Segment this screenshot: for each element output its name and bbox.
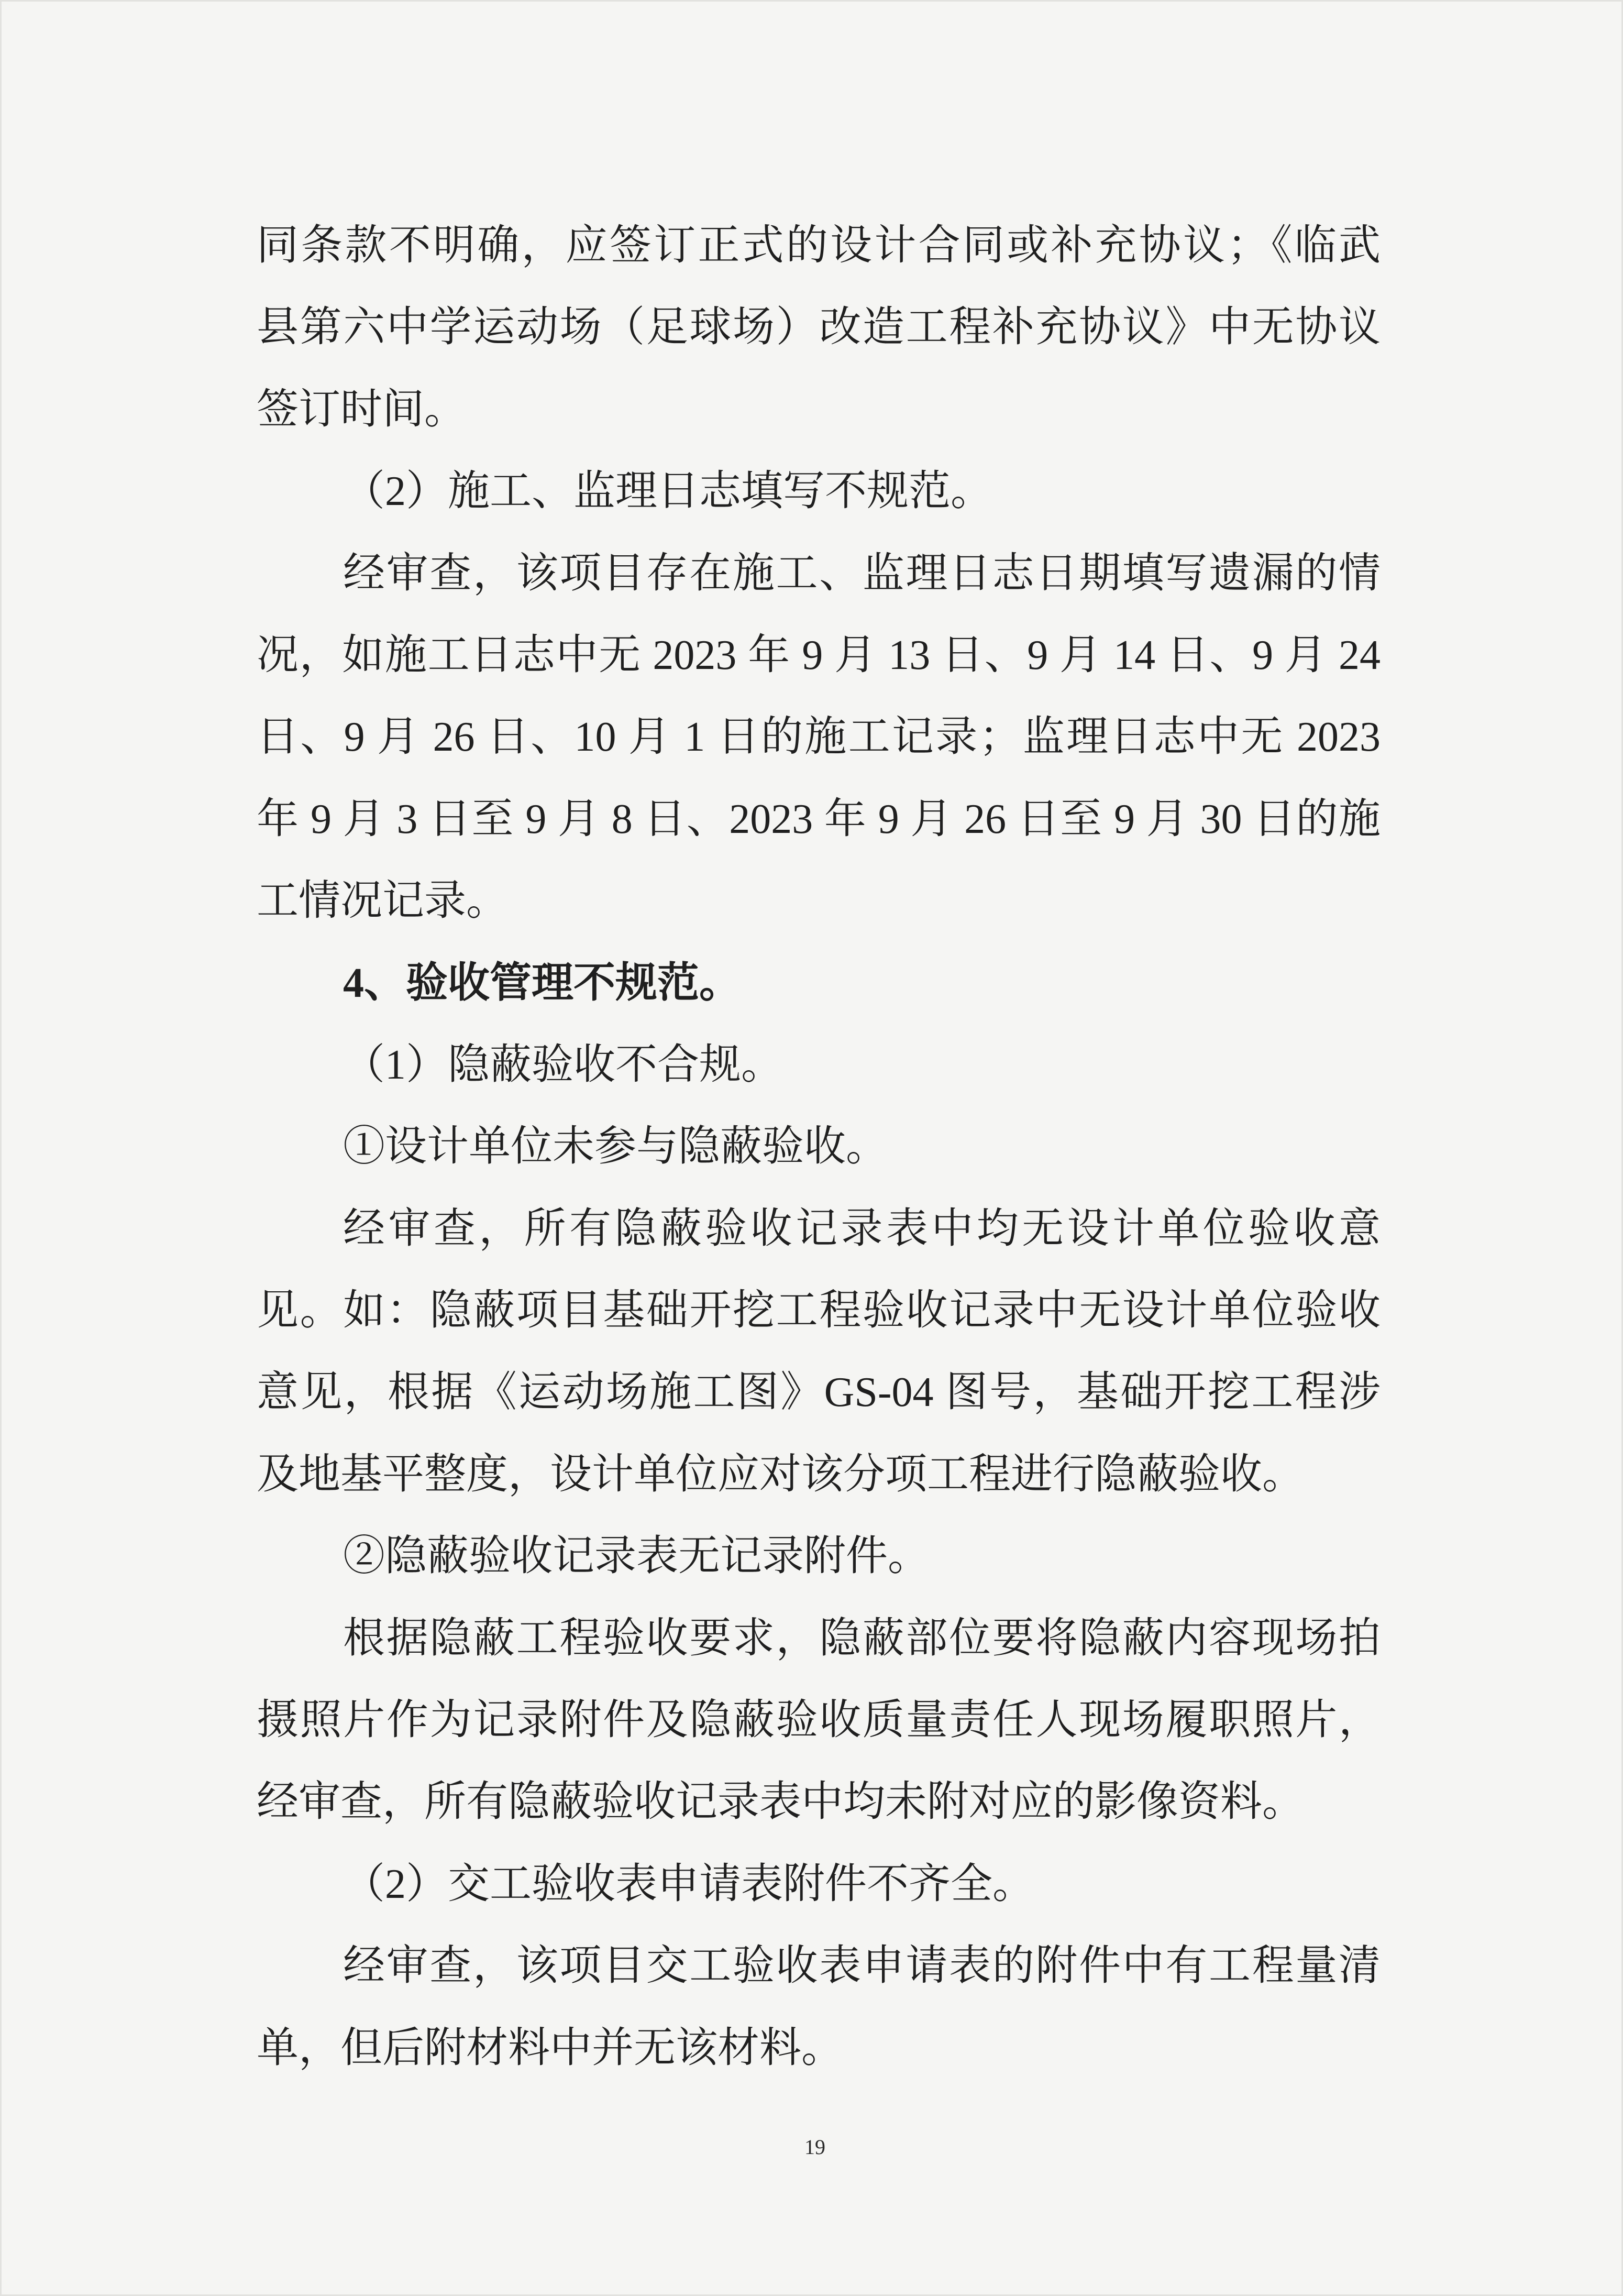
paragraph-log-dates-missing: [257, 533, 1381, 942]
text-line: 经审查，该项目存在施工、监理日志日期填写遗漏的情: [343, 550, 1381, 597]
text-line: 签订时间。: [257, 386, 466, 433]
subheading-logs-irregular: [257, 451, 1381, 532]
text-line: 根据隐蔽工程验收要求，隐蔽部位要将隐蔽内容现场拍: [343, 1615, 1381, 1662]
subheading-handover-attachments: [257, 1843, 1381, 1925]
page-body: [257, 205, 1381, 2089]
text-line: 及地基平整度，设计单位应对该分项工程进行隐蔽验收。: [257, 1451, 1304, 1498]
paragraph-contract-terms-continued: [257, 205, 1381, 451]
text-line: 意见，根据《运动场施工图》GS-04 图号，基础开挖工程涉: [257, 1369, 1381, 1416]
subheading-concealed-acceptance: [257, 1024, 1381, 1106]
text-line: 经审查，所有隐蔽验收记录表中均未附对应的影像资料。: [257, 1779, 1304, 1826]
text-line: 县第六中学运动场（足球场）改造工程补充协议》中无协议: [257, 304, 1381, 351]
text-line: （2）施工、监理日志填写不规范。: [343, 468, 992, 515]
text-line: 同条款不明确，应签订正式的设计合同或补充协议；《临武: [257, 223, 1381, 269]
text-line: 工情况记录。: [257, 878, 508, 925]
text-line: （2）交工验收表申请表附件不齐全。: [343, 1861, 1034, 1907]
text-line: ②隐蔽验收记录表无记录附件。: [343, 1533, 930, 1580]
paragraph-missing-quantity-list: [257, 1925, 1381, 2089]
page-number: 19: [804, 2135, 825, 2159]
text-line: 经审查，该项目交工验收表申请表的附件中有工程量清: [343, 1943, 1381, 1990]
text-line: 日、9 月 26 日、10 月 1 日的施工记录；监理日志中无 2023: [257, 714, 1381, 761]
item-no-attachments: [257, 1515, 1381, 1597]
text-line: （1）隐蔽验收不合规。: [343, 1041, 783, 1088]
section-heading-acceptance-management: [257, 942, 1381, 1024]
text-line: 年 9 月 3 日至 9 月 8 日、2023 年 9 月 26 日至 9 月 30 日的施: [257, 796, 1381, 842]
text-line: 经审查，所有隐蔽验收记录表中均无设计单位验收意: [343, 1205, 1381, 1252]
text-line: 单，但后附材料中并无该材料。: [257, 2025, 843, 2071]
text-line: 4、验收管理不规范。: [343, 960, 741, 1006]
paragraph-no-design-opinion: [257, 1188, 1381, 1516]
paragraph-missing-photos: [257, 1598, 1381, 1843]
item-design-unit-absent: [257, 1106, 1381, 1188]
text-line: 况，如施工日志中无 2023 年 9 月 13 日、9 月 14 日、9 月 24: [257, 632, 1381, 678]
text-line: ①设计单位未参与隐蔽验收。: [343, 1124, 888, 1170]
text-line: 摄照片作为记录附件及隐蔽验收质量责任人现场履职照片，: [257, 1697, 1381, 1744]
text-line: 见。如：隐蔽项目基础开挖工程验收记录中无设计单位验收: [257, 1288, 1381, 1334]
